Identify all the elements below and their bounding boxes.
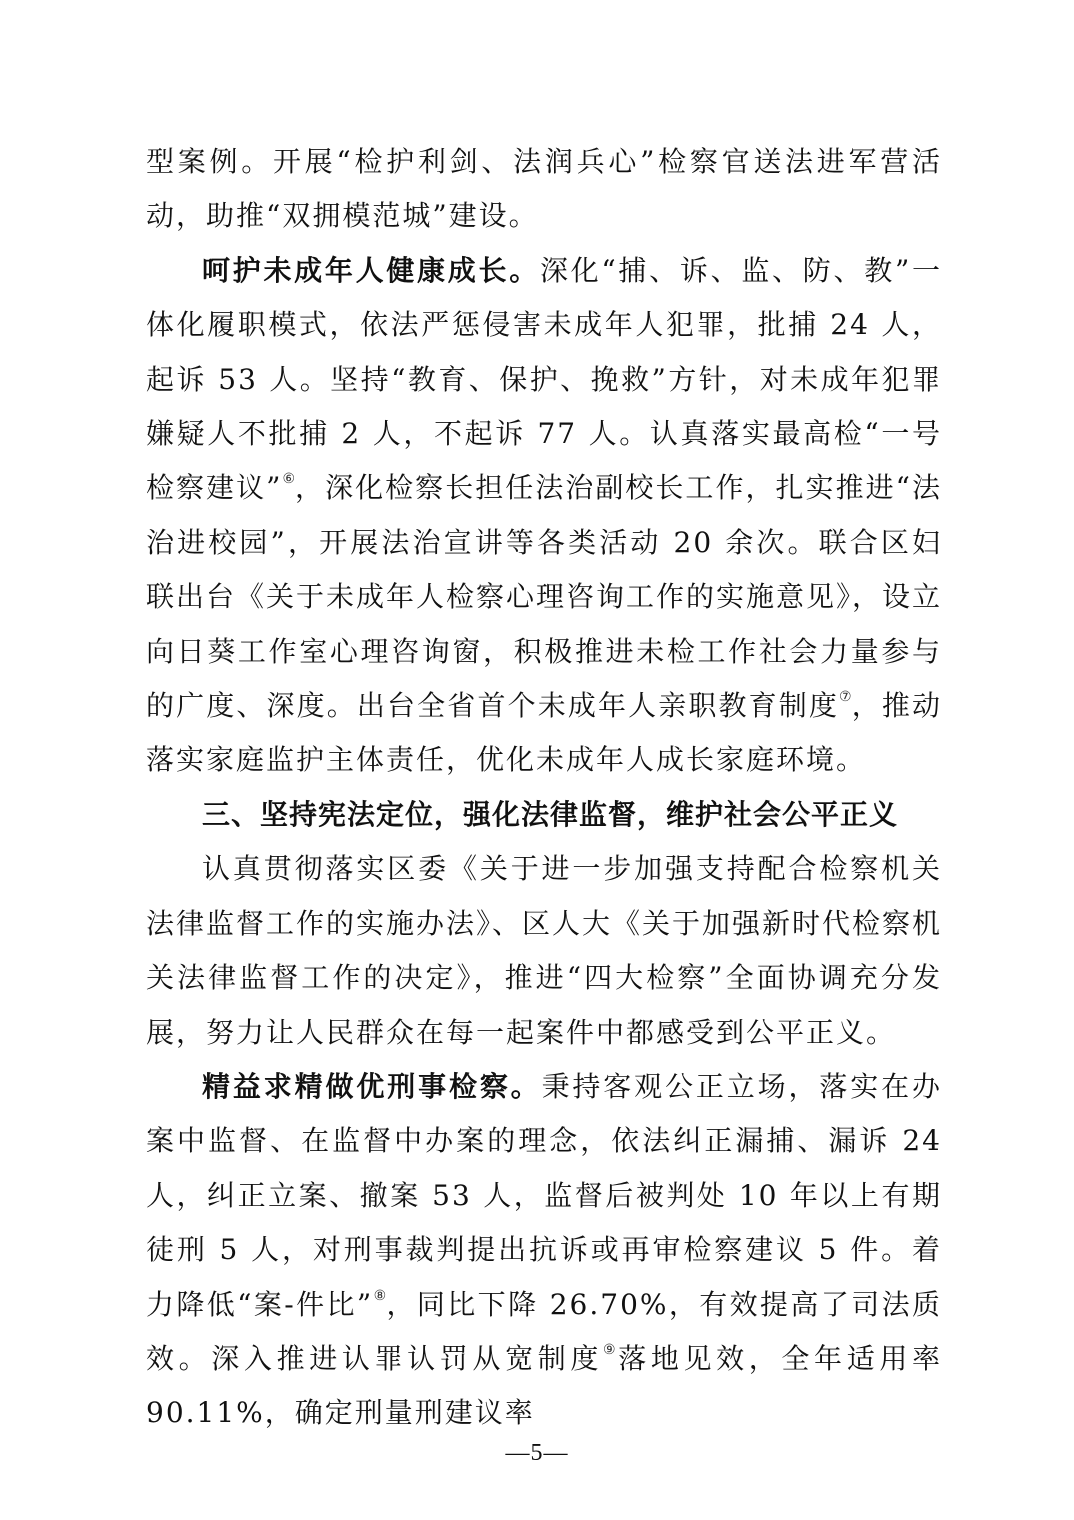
paragraph-section-intro (146, 842, 942, 1060)
paragraph-text: 认真贯彻落实区委《关于进一步加强支持配合检察机关法律监督工作的实施办法》、区人大《关于加强新时代检察机关法律监督工作的决定》，推进“四大检察”全面协调充分发展，努力让人民群众在每一起案件中都感受到公平正义。 (146, 852, 943, 1049)
footnote-marker: ⑥ (282, 471, 296, 488)
paragraph-text: 秉持客观公正立场，落实在办案中监督、在监督中办案的理念，依法纠正漏捕、漏诉 24 人，纠正立案、撤案 53 人，监督后被判处 10 年以上有期徒刑 5 人，对刑事裁判提出抗诉或再审检察建议 5 件。着力降低“案-件比” (146, 1069, 942, 1321)
footnote-marker: ⑧ (373, 1287, 387, 1304)
footnote-marker: ⑦ (839, 689, 852, 706)
paragraph-text: ，同比下降 26.70%，有效提高了司法质效。深入推进认罪认罚从宽制度 (146, 1287, 942, 1375)
paragraph-continuation (146, 135, 942, 244)
paragraph-lead: 呵护未成年人健康成长。 (202, 253, 540, 287)
paragraph-text: 深化“捕、诉、监、防、教”一体化履职模式，依法严惩侵害未成年人犯罪，批捕 24 人，起诉 53 人。坚持“教育、保护、挽救”方针，对未成年犯罪嫌疑人不批捕 2 人，不起诉 77 人。认真落实最高检“一号检察建议” (146, 253, 942, 505)
paragraph-text: 落地见效，全年适用率 90.11%，确定刑量刑建议率 (146, 1341, 942, 1430)
paragraph-text: ，深化检察长担任法治副校长工作，扎实推进“法治进校园”，开展法治宣讲等各类活动 20 余次。联合区妇联出台《关于未成年人检察心理咨询工作的实施意见》，设立向日葵工作室心理咨询窗，积极推进未检工作社会力量参与的广度、深度。出台全省首个未成年人亲职教育制度 (146, 471, 943, 723)
paragraph-minors-protection (146, 244, 942, 788)
paragraph-lead: 精益求精做优刑事检察。 (202, 1069, 542, 1103)
section-heading: 三、坚持宪法定位，强化法律监督，维护社会公平正义 (202, 797, 899, 831)
paragraph-text: ，推动落实家庭监护主体责任，优化未成年人成长家庭环境。 (146, 689, 942, 777)
page-number: —5— (505, 1440, 569, 1466)
body-text (146, 135, 942, 1441)
paragraph-criminal-procuratorate (146, 1060, 942, 1441)
footnote-marker: ⑨ (603, 1341, 619, 1358)
paragraph-text: 型案例。开展“检护利剑、法润兵心”检察官送法进军营活动，助推“双拥模范城”建设。 (146, 145, 942, 233)
